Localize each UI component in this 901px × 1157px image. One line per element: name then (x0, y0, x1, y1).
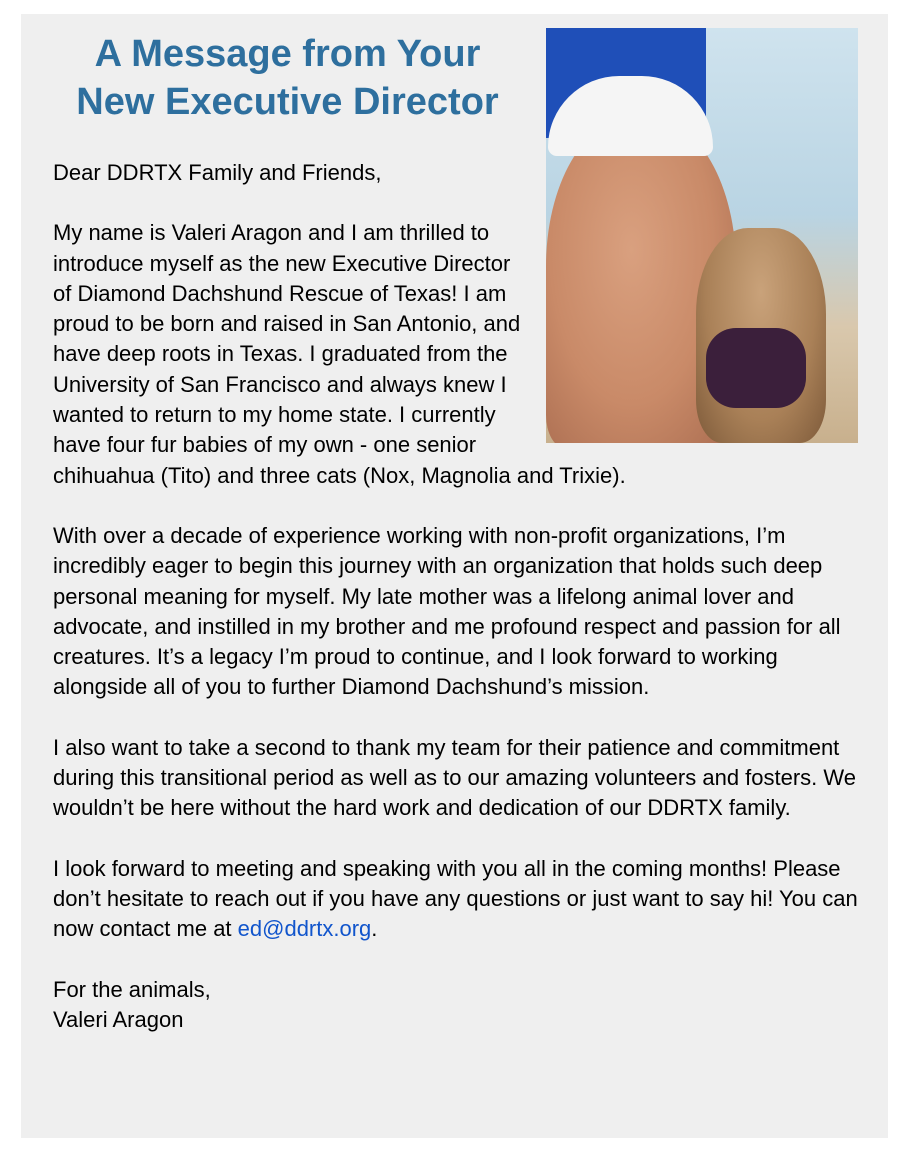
title-line-2: New Executive Director (76, 81, 499, 123)
photo-harness (706, 328, 806, 408)
contact-text: I look forward to meeting and speaking with you all in the coming months! Please don’t hesitate to reach out if you have any questions or just want to say hi! You can now contact me at (53, 855, 858, 942)
signoff (53, 975, 858, 1036)
email-link[interactable]: ed@ddrtx.org (237, 916, 372, 942)
paragraph-thanks: I also want to take a second to thank my team for their patience and commitment during this transitional period as well as to our amazing volunteers and fosters. We wouldn’t be here without the hard work and dedication of our DDRTX family. (53, 734, 857, 821)
newsletter-panel (21, 14, 888, 1138)
paragraph-experience: With over a decade of experience working with non-profit organizations, I’m incredibly eager to begin this journey with an organization that holds such deep personal meaning for myself. My late mother was a lifelong animal lover and advocate, and instilled in my brother and me profound respect and passion for all creatures. It’s a legacy I’m proud to continue, and I look forward to working alongside all of you to further Diamond Dachshund’s mission. (53, 522, 841, 700)
page-title (53, 28, 529, 126)
title-line-1: A Message from Your (94, 33, 481, 75)
paragraph-contact (53, 854, 858, 945)
greeting: Dear DDRTX Family and Friends, (53, 160, 382, 185)
signature-name: Valeri Aragon (53, 1006, 184, 1032)
contact-end: . (371, 916, 378, 942)
paragraph-intro: My name is Valeri Aragon and I am thrilled to introduce myself as the new Executive Director of Diamond Dachshund Rescue of Texas! I am proud to be born and raised in San Antonio, and have deep roots in Texas. I graduated from the University of San Francisco and always knew I wanted to return to my home state. I currently have four fur babies of my own - one senior chihuahua (Tito) and three cats (Nox, Magnolia and Trixie). (53, 220, 626, 488)
signoff-line-1: For the animals, (53, 976, 211, 1002)
director-photo (546, 28, 858, 443)
